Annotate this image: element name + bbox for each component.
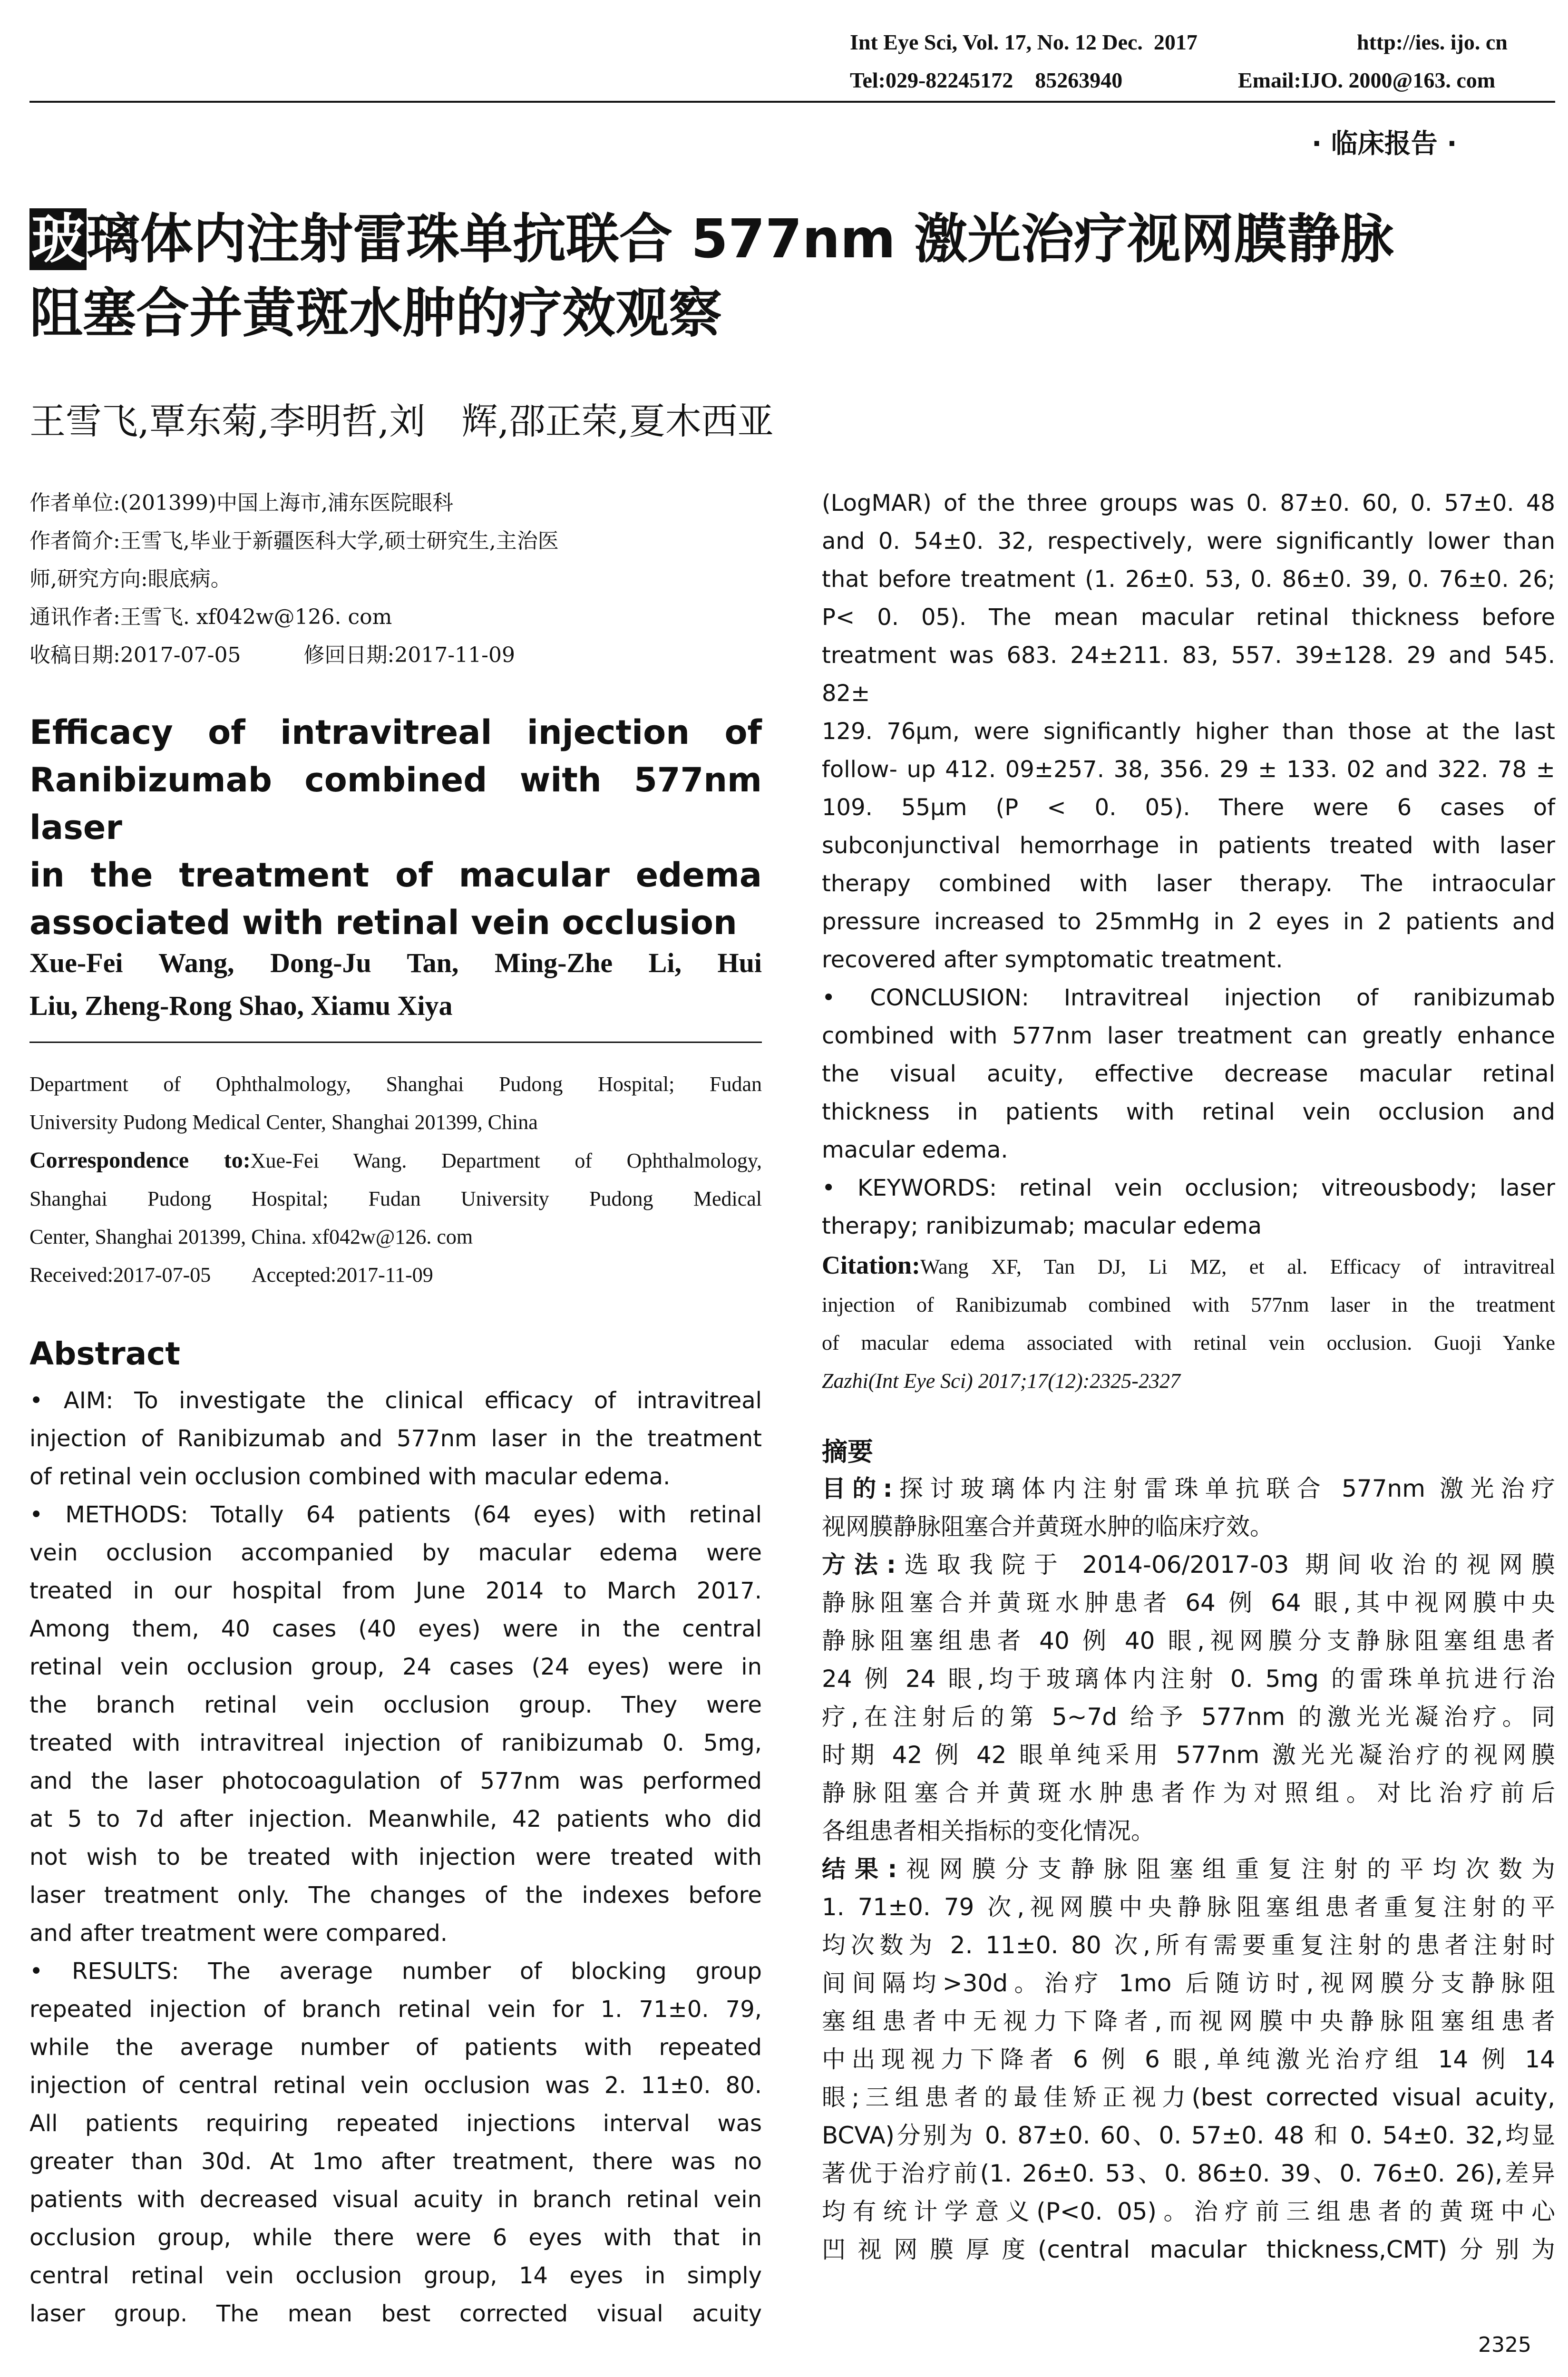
abstract-cn-line bbox=[822, 1850, 1555, 1888]
abstract-line: central retinal vein occlusion group, 14 eyes in simply bbox=[29, 2262, 762, 2289]
abstract-cn-line bbox=[822, 1470, 1555, 1508]
abstract-line: treatment was 683. 24±211. 83, 557. 39±128. 29 and 545. 82± bbox=[822, 642, 1555, 707]
correspondence-line bbox=[29, 1141, 762, 1180]
abstract-line: (LogMAR) of the three groups was 0. 87±0. 60, 0. 57±0. 48 bbox=[822, 490, 1555, 516]
citation-text: Wang XF, Tan DJ, Li MZ, et al. Efficacy of intravitreal bbox=[920, 1255, 1555, 1278]
abstract-cn-line bbox=[822, 1698, 1555, 1736]
abstract-line: therapy combined with laser therapy. The intraocular bbox=[822, 870, 1555, 897]
title-en bbox=[29, 709, 762, 946]
accepted-date: Accepted:2017-11-09 bbox=[251, 1263, 433, 1286]
title-cn-line1: 璃体内注射雷珠单抗联合 577nm 激光治疗视网膜静脉 bbox=[87, 208, 1394, 270]
authors-cn: 王雪飞,覃东菊,李明哲,刘 辉,邵正荣,夏木西亚 bbox=[29, 400, 774, 442]
citation-line: Zazhi(Int Eye Sci) 2017;17(12):2325-2327 bbox=[822, 1369, 1180, 1393]
citation-label: Citation: bbox=[822, 1251, 920, 1279]
abstract-cn-text: 视网膜静脉阻塞合并黄斑水肿的临床疗效。 bbox=[822, 1513, 1274, 1540]
abstract-cn-text: 著优于治疗前(1. 26±0. 53、0. 86±0. 39、0. 76±0. 26),差异 bbox=[822, 2160, 1555, 2187]
authors-rule bbox=[29, 1042, 762, 1043]
abstract-line: 109. 55μm (P < 0. 05). There were 6 cases of bbox=[822, 794, 1555, 821]
abstract-line: the branch retinal vein occlusion group. They were bbox=[29, 1692, 762, 1718]
abstract-cn-section-label: 目的: bbox=[822, 1475, 893, 1502]
citation-line bbox=[822, 1246, 1555, 1286]
abstract-line: • KEYWORDS: retinal vein occlusion; vitreousbody; laser bbox=[822, 1175, 1555, 1201]
abstract-line: • AIM: To investigate the clinical efficacy of intravitreal bbox=[29, 1387, 762, 1414]
abstract-cn-text: 均次数为 2. 11±0. 80 次,所有需要重复注射的患者注射时 bbox=[822, 1931, 1555, 1959]
abstract-cn-heading: 摘要 bbox=[822, 1437, 873, 1467]
abstract-line: retinal vein occlusion group, 24 cases (24 eyes) were in bbox=[29, 1654, 762, 1680]
abstract-line: • METHODS: Totally 64 patients (64 eyes) with retinal bbox=[29, 1501, 762, 1528]
abstract-line: combined with 577nm laser treatment can greatly enhance bbox=[822, 1023, 1555, 1049]
abstract-line: • CONCLUSION: Intravitreal injection of ranibizumab bbox=[822, 984, 1555, 1011]
abstract-cn-text: 选取我院于 2014-06/2017-03 期间收治的视网膜 bbox=[896, 1551, 1555, 1578]
abstract-line: injection of Ranibizumab and 577nm laser in the treatment bbox=[29, 1425, 762, 1452]
authors-en-line: Liu, Zheng-Rong Shao, Xiamu Xiya bbox=[29, 990, 453, 1021]
abstract-line: and the laser photocoagulation of 577nm was performed bbox=[29, 1768, 762, 1794]
abstract-line: laser group. The mean best corrected visual acuity bbox=[29, 2300, 762, 2327]
journal-line: Int Eye Sci, Vol. 17, No. 12 Dec. 2017 bbox=[850, 30, 1198, 54]
abstract-line: pressure increased to 25mmHg in 2 eyes in 2 patients and bbox=[822, 908, 1555, 935]
abstract-cn-line bbox=[822, 2002, 1555, 2040]
abstract-line: treated in our hospital from June 2014 to March 2017. bbox=[29, 1578, 762, 1604]
abstract-cn-line bbox=[822, 1546, 1555, 1584]
section-label: · 临床报告 · bbox=[1312, 128, 1457, 159]
abstract-heading: Abstract bbox=[29, 1335, 180, 1372]
abstract-right bbox=[822, 484, 1555, 1245]
abstract-line: of retinal vein occlusion combined with macular edema. bbox=[29, 1463, 671, 1490]
correspondence-text: Xue-Fei Wang. Department of Ophthalmology, bbox=[250, 1149, 762, 1172]
abstract-cn-line bbox=[822, 1584, 1555, 1622]
citation-line: of macular edema associated with retinal vein occlusion. Guoji Yanke bbox=[822, 1331, 1555, 1354]
meta-bio: 作者简介:王雪飞,毕业于新疆医科大学,硕士研究生,主治医 bbox=[29, 529, 559, 553]
abstract-line: greater than 30d. At 1mo after treatment, there was no bbox=[29, 2148, 762, 2175]
meta-bio-cont: 师,研究方向:眼底病。 bbox=[29, 567, 232, 591]
abstract-cn bbox=[822, 1470, 1555, 2269]
abstract-line: at 5 to 7d after injection. Meanwhile, 42 patients who did bbox=[29, 1806, 762, 1832]
abstract-cn-text: 探讨玻璃体内注射雷珠单抗联合 577nm 激光治疗 bbox=[892, 1475, 1555, 1502]
abstract-cn-line bbox=[822, 1926, 1555, 1964]
dates-line bbox=[29, 1256, 762, 1294]
meta-dates: 收稿日期:2017-07-05 修回日期:2017-11-09 bbox=[29, 643, 516, 667]
abstract-cn-text: 静脉阻塞合并黄斑水肿患者作为对照组。对比治疗前后 bbox=[822, 1779, 1555, 1807]
abstract-line: All patients requiring repeated injections interval was bbox=[29, 2110, 762, 2137]
abstract-line: 129. 76μm, were significantly higher than those at the last bbox=[822, 718, 1555, 745]
abstract-cn-line bbox=[822, 1660, 1555, 1698]
abstract-cn-line bbox=[822, 1774, 1555, 1812]
abstract-cn-line bbox=[822, 2231, 1555, 2269]
abstract-cn-text: 时期 42 例 42 眼单纯采用 577nm 激光光凝治疗的视网膜 bbox=[822, 1741, 1555, 1769]
abstract-cn-line bbox=[822, 1622, 1555, 1660]
abstract-line: and 0. 54±0. 32, respectively, were significantly lower than bbox=[822, 528, 1555, 555]
dept-line: University Pudong Medical Center, Shanghai 201399, China bbox=[29, 1111, 538, 1134]
title-en-line: Efficacy of intravitreal injection of bbox=[29, 713, 762, 752]
journal-tel: Tel:029-82245172 85263940 bbox=[850, 68, 1123, 92]
abstract-line: thickness in patients with retinal vein occlusion and bbox=[822, 1099, 1555, 1125]
authors-en bbox=[29, 942, 762, 1027]
abstract-cn-text: 24 例 24 眼,均于玻璃体内注射 0. 5mg 的雷珠单抗进行治 bbox=[822, 1665, 1555, 1693]
dept-line: Department of Ophthalmology, Shanghai Pudong Hospital; Fudan bbox=[29, 1072, 762, 1096]
page-number: 2325 bbox=[1478, 2333, 1531, 2357]
abstract-line: Among them, 40 cases (40 eyes) were in the central bbox=[29, 1616, 762, 1642]
abstract-line: subconjunctival hemorrhage in patients treated with laser bbox=[822, 832, 1555, 859]
abstract-line: • RESULTS: The average number of blocking group bbox=[29, 1958, 762, 1985]
abstract-cn-line bbox=[822, 1736, 1555, 1774]
title-cn-line2: 阻塞合并黄斑水肿的疗效观察 bbox=[29, 283, 722, 344]
abstract-cn-line bbox=[822, 1508, 1555, 1546]
meta-affiliation: 作者单位:(201399)中国上海市,浦东医院眼科 bbox=[29, 491, 454, 515]
abstract-cn-line bbox=[822, 1888, 1555, 1926]
abstract-cn-text: 各组患者相关指标的变化情况。 bbox=[822, 1817, 1155, 1845]
authors-en-line: Xue-Fei Wang, Dong-Ju Tan, Ming-Zhe Li, Hui bbox=[29, 947, 762, 978]
received-date: Received:2017-07-05 bbox=[29, 1263, 211, 1286]
journal-url[interactable]: http://ies. ijo. cn bbox=[1357, 30, 1508, 54]
abstract-cn-text: 静脉阻塞合并黄斑水肿患者 64 例 64 眼,其中视网膜中央 bbox=[822, 1589, 1555, 1617]
abstract-cn-text: 1. 71±0. 79 次,视网膜中央静脉阻塞组患者重复注射的平 bbox=[822, 1893, 1555, 1921]
abstract-line: occlusion group, while there were 6 eyes with that in bbox=[29, 2224, 762, 2251]
abstract-cn-text: 眼;三组患者的最佳矫正视力(best corrected visual acuity, bbox=[822, 2084, 1555, 2111]
affiliation-block bbox=[29, 1065, 762, 1294]
abstract-cn-section-label: 方法: bbox=[822, 1551, 896, 1578]
abstract-line: recovered after symptomatic treatment. bbox=[822, 946, 1283, 973]
abstract-line: not wish to be treated with injection were treated with bbox=[29, 1844, 762, 1870]
abstract-cn-text: 塞组患者中无视力下降者,而视网膜中央静脉阻塞组患者 bbox=[822, 2007, 1555, 2035]
meta-corresponding: 通讯作者:王雪飞. xf042w@126. com bbox=[29, 605, 392, 629]
abstract-line: while the average number of patients with repeated bbox=[29, 2034, 762, 2061]
abstract-cn-line bbox=[822, 2116, 1555, 2154]
abstract-line: therapy; ranibizumab; macular edema bbox=[822, 1213, 1262, 1239]
abstract-line: P< 0. 05). The mean macular retinal thickness before bbox=[822, 604, 1555, 631]
abstract-line: that before treatment (1. 26±0. 53, 0. 86±0. 39, 0. 76±0. 26; bbox=[822, 566, 1555, 593]
journal-email[interactable]: Email:IJO. 2000@163. com bbox=[1238, 68, 1496, 92]
abstract-cn-text: BCVA)分别为 0. 87±0. 60、0. 57±0. 48 和 0. 54±0. 32,均显 bbox=[822, 2122, 1555, 2149]
abstract-line: the visual acuity, effective decrease macular retinal bbox=[822, 1061, 1555, 1087]
title-en-line: Ranibizumab combined with 577nm laser bbox=[29, 760, 762, 847]
abstract-cn-text: 中出现视力下降者 6 例 6 眼,单纯激光治疗组 14 例 14 bbox=[822, 2046, 1555, 2073]
title-en-line: associated with retinal vein occlusion bbox=[29, 903, 737, 942]
abstract-cn-text: 疗,在注射后的第 5~7d 给予 577nm 的激光光凝治疗。同 bbox=[822, 1703, 1555, 1731]
abstract-line: macular edema. bbox=[822, 1137, 1008, 1163]
abstract-cn-line bbox=[822, 2040, 1555, 2078]
abstract-line: patients with decreased visual acuity in branch retinal vein bbox=[29, 2186, 762, 2213]
abstract-cn-line bbox=[822, 2078, 1555, 2116]
abstract-cn-text: 间间隔均>30d。治疗 1mo 后随访时,视网膜分支静脉阻 bbox=[822, 1969, 1555, 1997]
abstract-cn-line bbox=[822, 2154, 1555, 2192]
correspondence-line[interactable]: Center, Shanghai 201399, China. xf042w@126. com bbox=[29, 1225, 473, 1248]
correspondence-line: Shanghai Pudong Hospital; Fudan University Pudong Medical bbox=[29, 1187, 762, 1210]
abstract-line: repeated injection of branch retinal vein for 1. 71±0. 79, bbox=[29, 1996, 762, 2023]
abstract-cn-text: 均有统计学意义(P<0. 05)。治疗前三组患者的黄斑中心 bbox=[822, 2198, 1555, 2225]
title-cn bbox=[29, 202, 1561, 351]
abstract-cn-text: 静脉阻塞组患者 40 例 40 眼,视网膜分支静脉阻塞组患者 bbox=[822, 1627, 1555, 1655]
citation-line: injection of Ranibizumab combined with 577nm laser in the treatment bbox=[822, 1293, 1555, 1316]
abstract-cn-line bbox=[822, 1812, 1555, 1850]
abstract-cn-line bbox=[822, 2192, 1555, 2231]
correspondence-label: Correspondence to: bbox=[29, 1148, 251, 1173]
abstract-left bbox=[29, 1382, 762, 2333]
header-rule bbox=[29, 101, 1555, 103]
abstract-cn-text: 视网膜分支静脉阻塞组重复注射的平均次数为 bbox=[897, 1855, 1555, 1883]
abstract-line: injection of central retinal vein occlusion was 2. 11±0. 80. bbox=[29, 2072, 762, 2099]
abstract-line: follow- up 412. 09±257. 38, 356. 29 ± 133. 02 and 322. 78 ± bbox=[822, 756, 1555, 783]
abstract-line: treated with intravitreal injection of ranibizumab 0. 5mg, bbox=[29, 1730, 762, 1756]
citation-block bbox=[822, 1246, 1555, 1400]
title-en-line: in the treatment of macular edema bbox=[29, 856, 762, 895]
abstract-cn-line bbox=[822, 1964, 1555, 2002]
abstract-line: laser treatment only. The changes of the indexes before bbox=[29, 1882, 762, 1909]
abstract-line: and after treatment were compared. bbox=[29, 1920, 448, 1947]
abstract-line: vein occlusion accompanied by macular edema were bbox=[29, 1539, 762, 1566]
abstract-cn-text: 凹视网膜厚度(central macular thickness,CMT)分别为 bbox=[822, 2236, 1555, 2263]
meta-cn bbox=[29, 484, 762, 674]
title-first-char: 玻 bbox=[29, 208, 87, 270]
abstract-cn-section-label: 结果: bbox=[822, 1855, 897, 1883]
